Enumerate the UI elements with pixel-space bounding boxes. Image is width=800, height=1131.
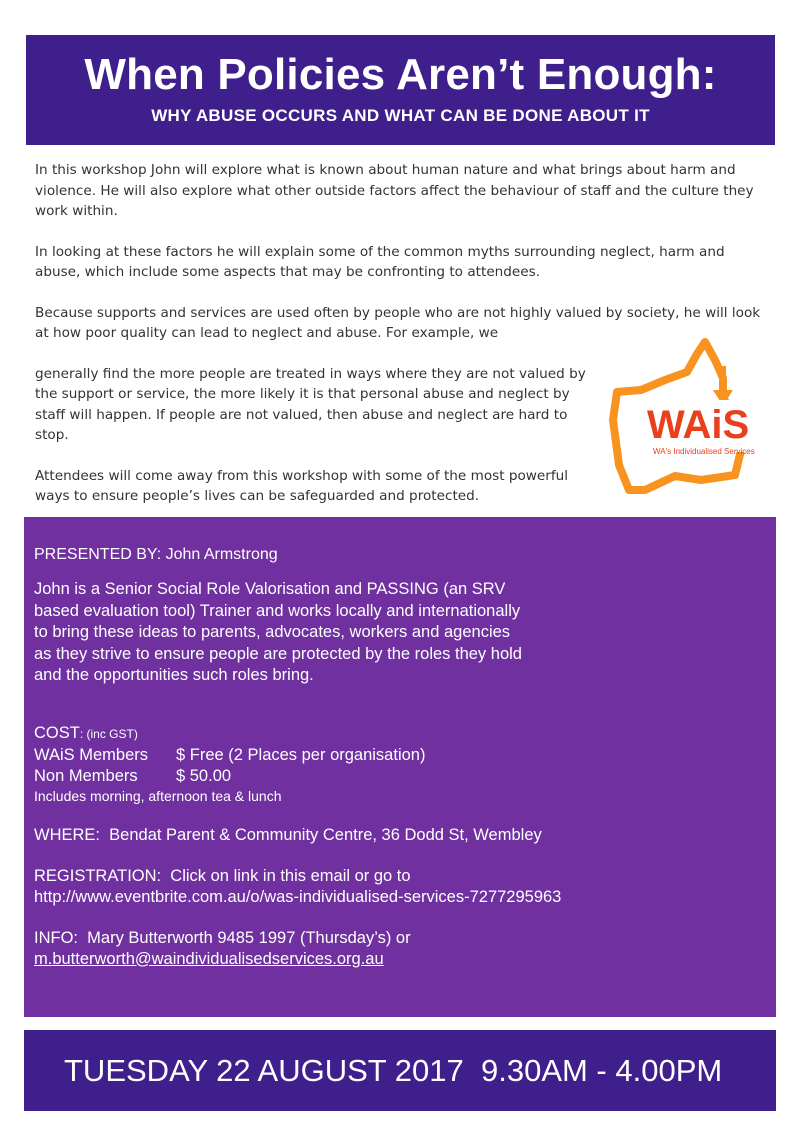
cost-label: COST: [34, 723, 80, 742]
presenter-bio: John is a Senior Social Role Valorisation and PASSING (an SRV based evaluation tool) Trainer and works locally and internationally to bring these ideas to parents, advocates, workers and agencies as they strive to ensure people are protected by the roles they hold and the opportunities such roles bring.: [34, 580, 522, 684]
registration-section: [34, 866, 766, 908]
wais-logo: [605, 330, 775, 500]
presented-by: [34, 545, 766, 565]
members-price: $ Free (2 Places per organisation): [176, 745, 426, 764]
event-time: 9.30AM - 4.00PM: [480, 1053, 723, 1088]
intro-paragraph-3b: generally find the more people are treated in ways where they are not valued by the support or service, the more likely it is that personal abuse and neglect by staff will happen. If people are not valued, then abuse and neglect are hard to stop.: [35, 365, 586, 443]
cost-section: [34, 723, 766, 805]
non-members-label: Non Members: [34, 766, 138, 785]
presented-by-label: PRESENTED BY: [34, 546, 157, 563]
event-date: TUESDAY 22 AUGUST 2017: [64, 1053, 464, 1088]
intro-paragraph-2: In looking at these factors he will explain some of the common myths surrounding neglect, harm and abuse, which include some aspects that may be confronting to attendees.: [35, 243, 725, 280]
info-label: INFO:: [34, 928, 78, 947]
members-label: WAiS Members: [34, 745, 148, 764]
logo-tagline: WA's Individualised Services: [653, 447, 755, 456]
intro-paragraph-4: Attendees will come away from this workshop with some of the most powerful ways to ensure people’s lives can be safeguarded and protected.: [35, 467, 569, 504]
page-subtitle: WHY ABUSE OCCURS AND WHAT CAN BE DONE ABOUT IT: [151, 106, 650, 125]
cost-includes: Includes morning, afternoon tea & lunch: [34, 787, 282, 804]
info-value: Mary Butterworth 9485 1997 (Thursday’s) or: [87, 928, 411, 947]
where-label: WHERE:: [34, 825, 100, 844]
where-section: [34, 825, 766, 846]
cost-note: : (inc GST): [79, 726, 138, 741]
registration-link[interactable]: http://www.eventbrite.com.au/o/was-individualised-services-7277295963: [34, 887, 562, 906]
info-section: [34, 928, 766, 970]
page-title: When Policies Aren’t Enough:: [84, 50, 717, 99]
intro-paragraph-3a: Because supports and services are used often by people who are not highly valued by society, he will look at how poor quality can lead to neglect and abuse. For example, we: [35, 304, 761, 341]
presenter-name: : John Armstrong: [156, 546, 278, 563]
registration-value: Click on link in this email or go to: [170, 866, 411, 885]
registration-label: REGISTRATION:: [34, 866, 162, 885]
title-banner: [26, 35, 775, 145]
details-panel: [24, 517, 776, 1017]
info-email-link[interactable]: m.butterworth@waindividualisedservices.org.au: [34, 949, 384, 968]
logo-wordmark: WAiS: [647, 403, 750, 447]
non-members-price: $ 50.00: [176, 766, 232, 785]
date-banner: [24, 1030, 776, 1111]
where-value: Bendat Parent & Community Centre, 36 Dodd St, Wembley: [109, 825, 542, 844]
intro-paragraph-1: In this workshop John will explore what is known about human nature and what brings about harm and violence. He will also explore what other outside factors affect the behaviour of staff and the culture they work within.: [35, 162, 754, 219]
